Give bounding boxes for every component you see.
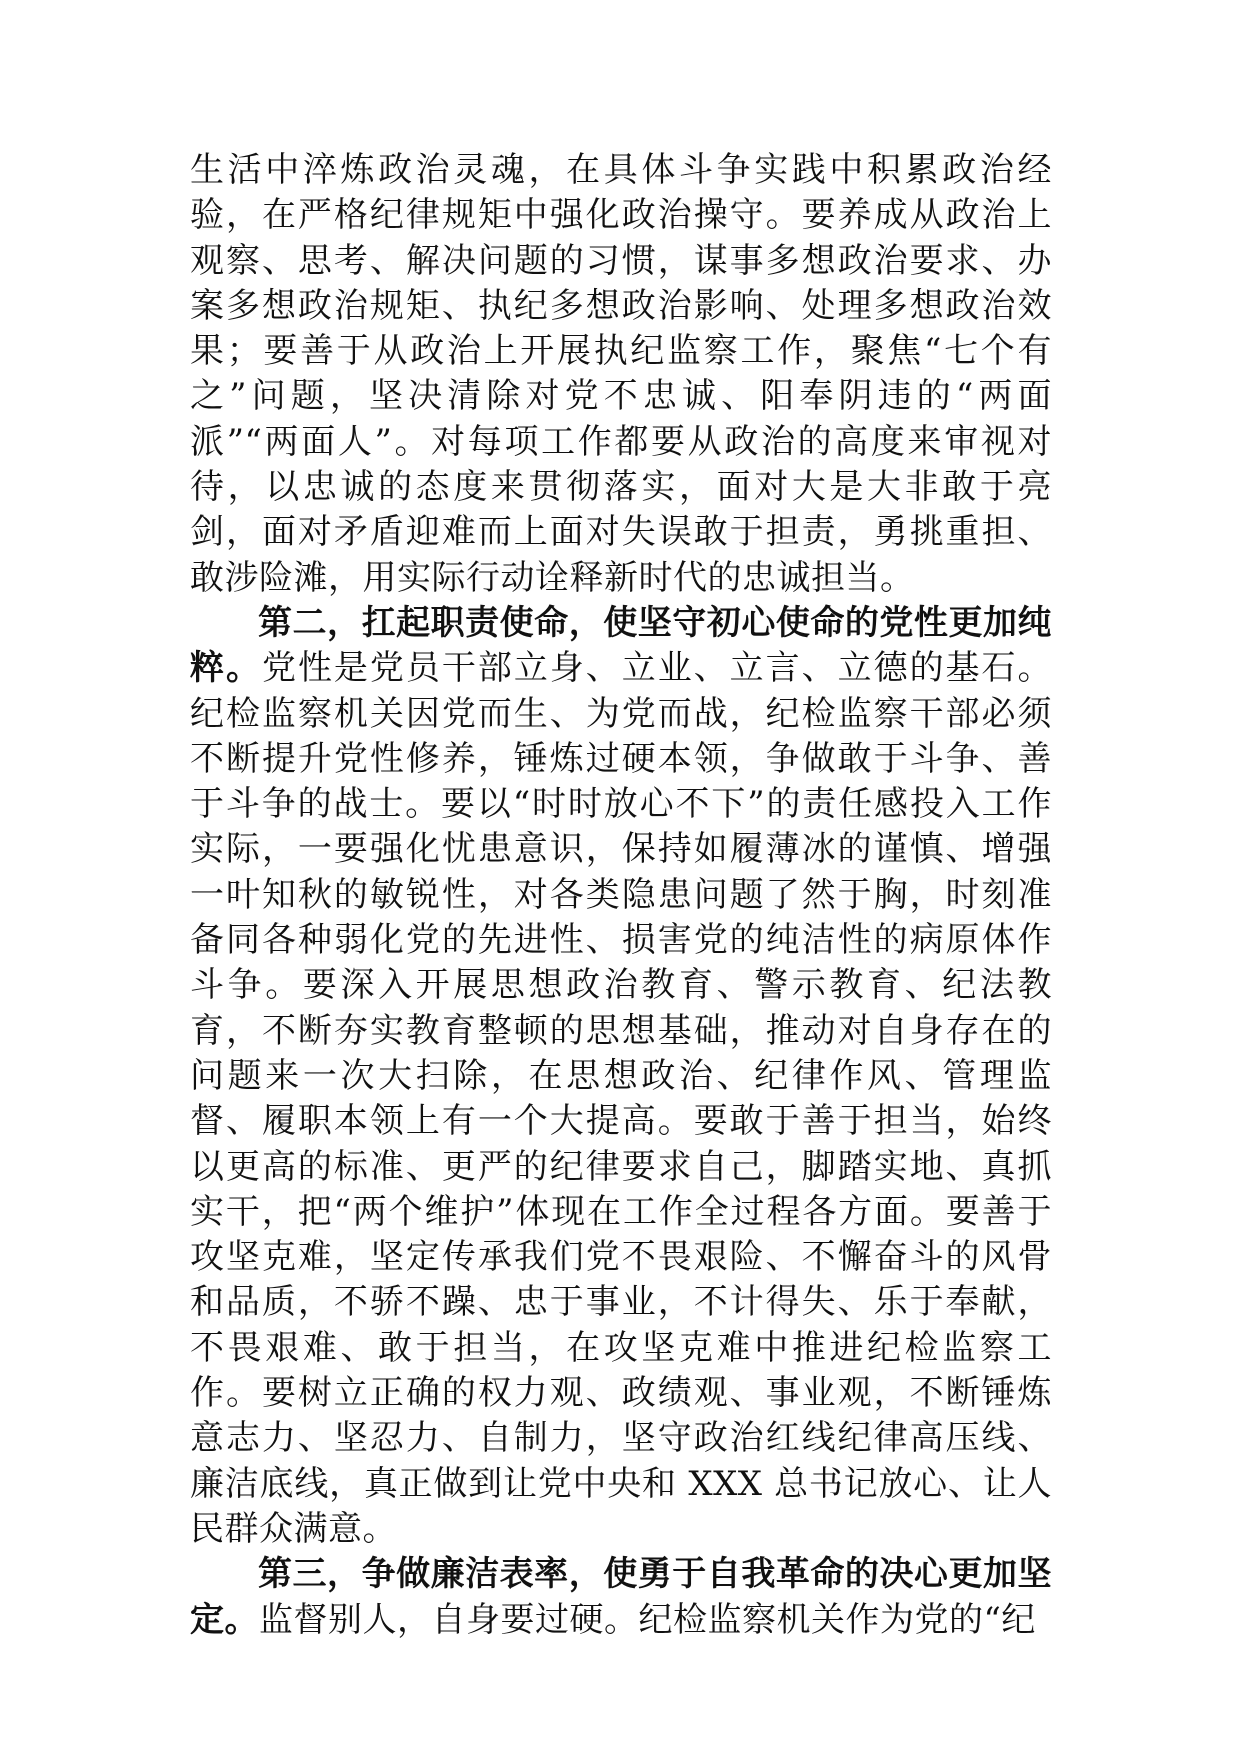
paragraph-3 [190,1552,1052,1643]
paragraph-2-text: 党性是党员干部立身、立业、立言、立德的基石。纪检监察机关因党而生、为党而战，纪检监察干部必须不断提升党性修养，锤炼过硬本领，争做敢于斗争、善于斗争的战士。要以“时时放心不下”的责任感投入工作实际，一要强化忧患意识，保持如履薄冰的谨慎、增强一叶知秋的敏锐性，对各类隐患问题了然于胸，时刻准备同各种弱化党的先进性、损害党的纯洁性的病原体作斗争。要深入开展思想政治教育、警示教育、纪法教育，不断夯实教育整顿的思想基础，推动对自身存在的问题来一次大扫除，在思想政治、纪律作风、管理监督、履职本领上有一个大提高。要敢于善于担当，始终以更高的标准、更严的纪律要求自己，脚踏实地、真抓实干，把“两个维护”体现在工作全过程各方面。要善于攻坚克难，坚定传承我们党不畏艰险、不懈奋斗的风骨和品质，不骄不躁、忠于事业，不计得失、乐于奉献，不畏艰难、敢于担当，在攻坚克难中推进纪检监察工作。要树立正确的权力观、政绩观、事业观，不断锤炼意志力、坚忍力、自制力，坚守政治红线纪律高压线、廉洁底线，真正做到让党中央和 XXX 总书记放心、让人民群众满意。 [190,648,1053,1549]
paragraph-1-text: 生活中淬炼政治灵魂，在具体斗争实践中积累政治经验，在严格纪律规矩中强化政治操守。要养成从政治上观察、思考、解决问题的习惯，谋事多想政治要求、办案多想政治规矩、执纪多想政治影响、处理多想政治效果；要善于从政治上开展执纪监察工作，聚焦“七个有之”问题，坚决清除对党不忠诚、阳奉阴违的“两面派”“两面人”。对每项工作都要从政治的高度来审视对待，以忠诚的态度来贯彻落实，面对大是大非敢于亮剑，面对矛盾迎难而上面对失误敢于担责，勇挑重担、敢涉险滩，用实际行动诠释新时代的忠诚担当。 [190,150,1052,598]
paragraph-2-heading: 第二，扛起职责使命，使坚守初心使命的党性更加纯粹。 [190,602,1052,689]
paragraph-1 [190,148,1052,601]
paragraph-3-heading: 第三，争做廉洁表率，使勇于自我革命的决心更加坚定。 [190,1554,1052,1640]
paragraph-3-text: 监督别人，自身要过硬。纪检监察机关作为党的“纪 [259,1599,1036,1640]
paragraph-2 [190,601,1052,1552]
document-body [190,148,1052,1643]
